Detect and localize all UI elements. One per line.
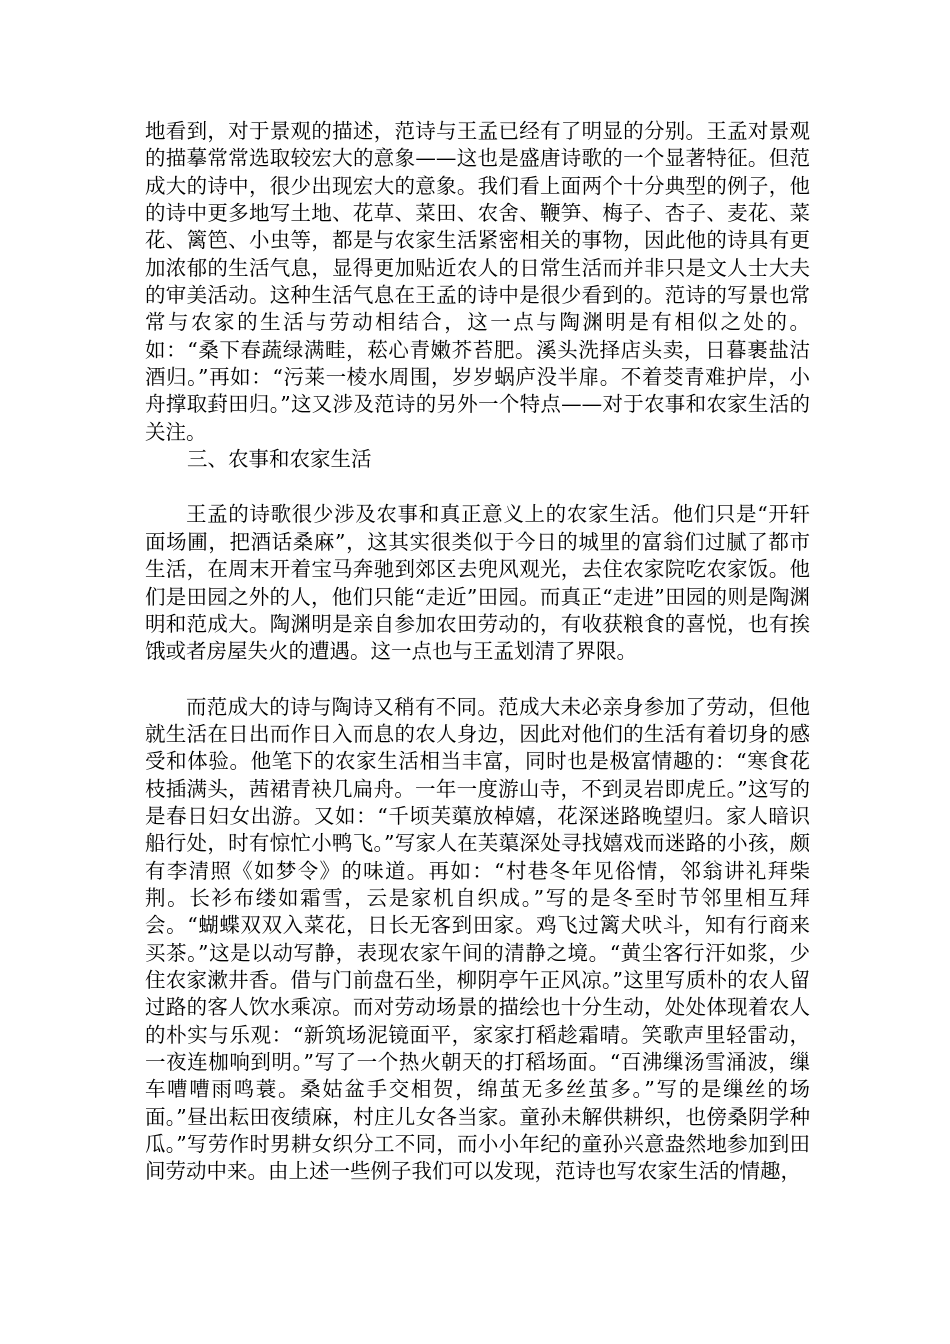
body-paragraph-2: 王孟的诗歌很少涉及农事和真正意义上的农家生活。他们只是“开轩面场圃，把酒话桑麻”，这其实很类似于今日的城里的富翁们过腻了都市生活，在周末开着宝马奔驰到郊区去兜风观光，去住农家院吃农家饭。他们是田园之外的人，他们只能“走近”田园。而真正“走进”田园的则是陶渊明和范成大。陶渊明是亲自参加农田劳动的，有收获粮食的喜悦，也有挨饿或者房屋失火的遭遇。这一点也与王孟划清了界限。 — [145, 502, 810, 664]
document-page — [145, 118, 810, 1186]
body-paragraph-3: 而范成大的诗与陶诗又稍有不同。范成大未必亲身参加了劳动，但他就生活在日出而作日入而息的农人身边，因此对他们的生活有着切身的感受和体验。他笔下的农家生活相当丰富，同时也是极富情趣的：“寒食花枝插满头，茜裙青袂几扁舟。一年一度游山寺，不到灵岩即虎丘。”这写的是春日妇女出游。又如：“千顷芙蕖放棹嬉，花深迷路晚望归。家人暗识船行处，时有惊忙小鸭飞。”写家人在芙蕖深处寻找嬉戏而迷路的小孩，颇有李清照《如梦令》的味道。再如：“村巷冬年见俗情，邻翁讲礼拜柴荆。长衫布缕如霜雪，云是家机自织成。”写的是冬至时节邻里相互拜会。“蝴蝶双双入菜花，日长无客到田家。鸡飞过篱犬吠斗，知有行商来买茶。”这是以动写静，表现农家午间的清静之境。“黄尘客行汗如浆，少住农家漱井香。借与门前盘石坐，柳阴亭午正风凉。”这里写质朴的农人留过路的客人饮水乘凉。而对劳动场景的描绘也十分生动，处处体现着农人的朴实与乐观：“新筑场泥镜面平，家家打稻趁霜晴。笑歌声里轻雷动，一夜连枷响到明。”写了一个热火朝天的打稻场面。“百沸缫汤雪涌波，缫车嘈嘈雨鸣蓑。桑姑盆手交相贺，绵茧无多丝茧多。”写的是缫丝的场面。”昼出耘田夜绩麻，村庄儿女各当家。童孙未解供耕织，也傍桑阴学种瓜。”写劳作时男耕女织分工不同，而小小年纪的童孙兴意盎然地参加到田间劳动中来。由上述一些例子我们可以发现，范诗也写农家生活的情趣， — [145, 694, 810, 1184]
section-heading: 三、农事和农家生活 — [187, 447, 372, 472]
body-paragraph-1: 地看到，对于景观的描述，范诗与王孟已经有了明显的分别。王孟对景观的描摹常常选取较宏大的意象——这也是盛唐诗歌的一个显著特征。但范成大的诗中，很少出现宏大的意象。我们看上面两个十分典型的例子，他的诗中更多地写土地、花草、菜田、农舍、鞭笋、梅子、杏子、麦花、菜花、篱笆、小虫等，都是与农家生活紧密相关的事物，因此他的诗具有更加浓郁的生活气息，显得更加贴近农人的日常生活而并非只是文人士大夫的审美活动。这种生活气息在王孟的诗中是很少看到的。范诗的写景也常常与农家的生活与劳动相结合，这一点与陶渊明是有相似之处的。如：“桑下春蔬绿满畦，菘心青嫩芥苔肥。溪头洗择店头卖，日暮裹盐沽酒归。”再如：“污莱一棱水周围，岁岁蜗庐没半扉。不着茭青难护岸，小舟撑取葑田归。”这又涉及范诗的另外一个特点——对于农事和农家生活的关注。 — [145, 119, 810, 444]
